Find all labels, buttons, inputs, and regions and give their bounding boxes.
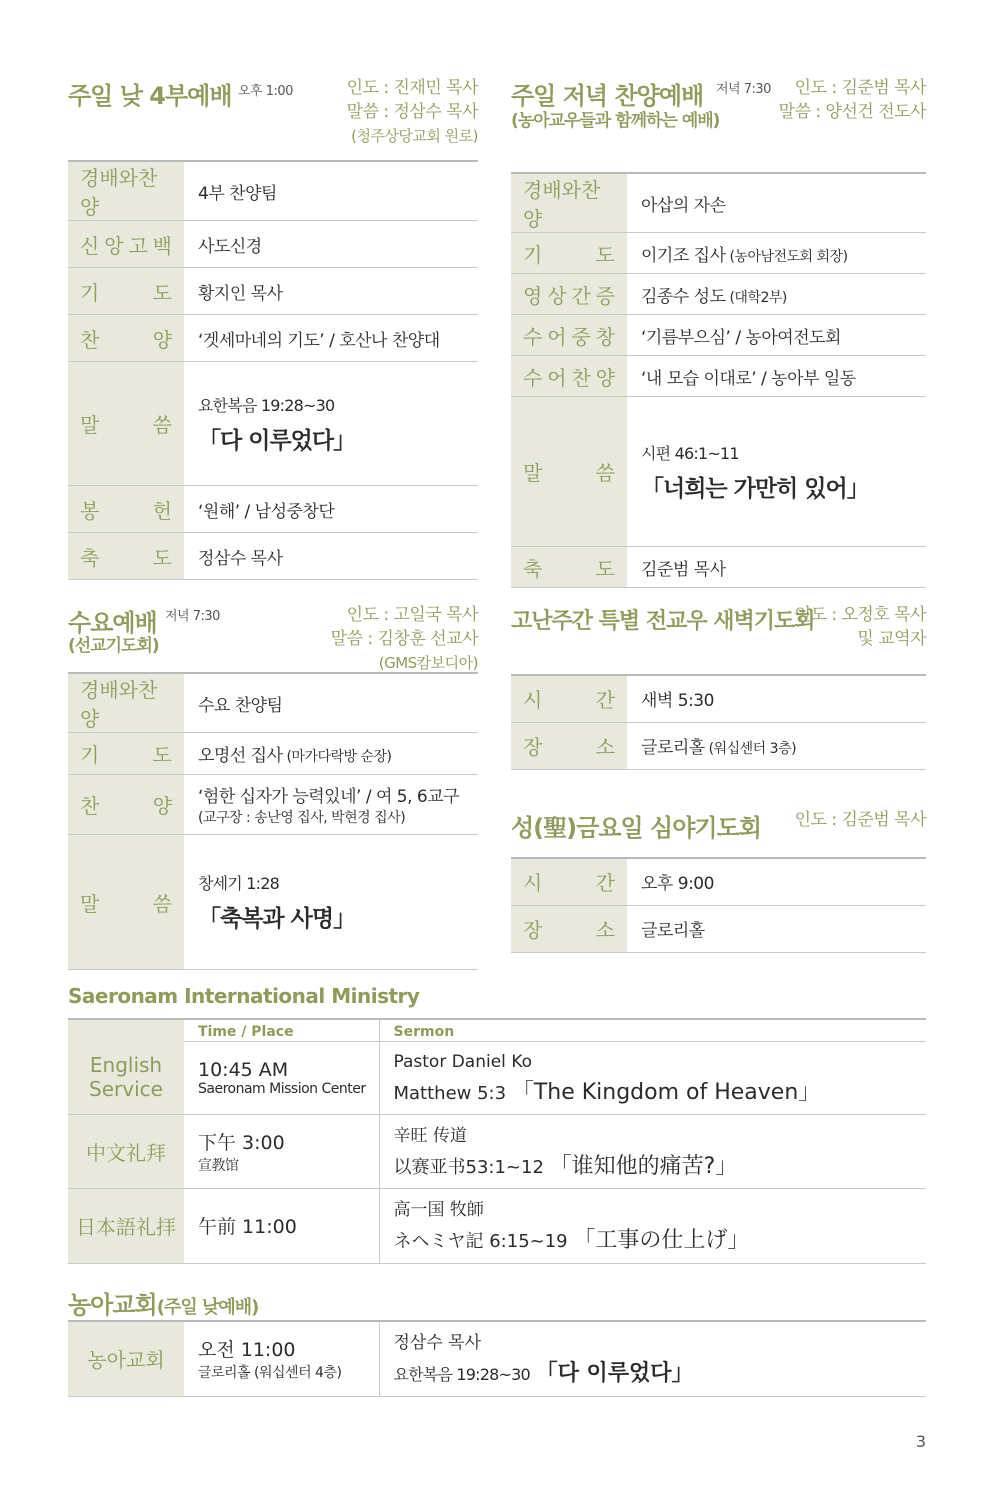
row-label: 영 상 간 증 [511,274,627,315]
row-label: English Service [68,1041,184,1114]
row-value: 수요 찬양팀 [184,673,478,733]
row-label: 日本語礼拝 [68,1188,184,1263]
row-value: 황지인 목사 [184,268,478,315]
table-row [511,233,926,274]
table-row [68,221,478,268]
sermon-cell: 高一国 牧師 ネヘミヤ記 6:15~19 「工事の仕上げ」 [379,1188,926,1263]
time-place: 10:45 AM Saeronam Mission Center [184,1041,379,1114]
row-label: 수 어 찬 양 [511,356,627,397]
table-row [68,1321,926,1396]
table-row [68,362,478,486]
row-label: 시 간 [511,675,627,722]
deaf-title: 농아교회 [68,1291,157,1319]
s5-lead: 인도 : 김준범 목사 [794,810,926,830]
table-header-row [68,1019,926,1041]
row-value [184,775,478,835]
table-row [511,722,926,769]
deaf-table [68,1320,926,1397]
table-row [68,1188,926,1263]
row-label: 축 도 [68,533,184,580]
table-row [68,673,478,733]
row-label: 기 도 [68,268,184,315]
row-value: 사도신경 [184,221,478,268]
s4-leaders [795,603,926,651]
time-place: 下午 3:00 宣教馆 [184,1114,379,1188]
row-label: 기 도 [68,733,184,775]
table-row [68,835,478,970]
row-label: 中文礼拜 [68,1114,184,1188]
row-value: 글로리홀 (워십센터 3층) [627,722,926,769]
row-label: 시 간 [511,858,627,905]
sermon-cell [627,397,926,547]
row-value: 김종수 성도 (대학2부) [627,274,926,315]
table-row [68,268,478,315]
row-label: 신 앙 고 백 [68,221,184,268]
table-row [68,1114,926,1188]
s4-table [511,674,926,770]
table-row [511,274,926,315]
table-row [511,315,926,356]
sermon-cell [184,362,478,486]
sermon-cell [184,835,478,970]
row-value: 4부 찬양팀 [184,161,478,221]
row-label: 말 씀 [68,362,184,486]
row-label: 장 소 [511,905,627,952]
sermon-title: 「축복과 사명」 [198,906,356,932]
table-row [511,858,926,905]
row-label: 경배와찬양 [68,673,184,733]
s2-subtitle: (농아교우들과 함께하는 예배) [511,111,720,131]
s1-leaders [347,76,478,148]
song: ‘험한 십자가 능력있네’ / 여 5, 6교구 [198,787,460,807]
table-row [511,675,926,722]
row-label: 경배와찬양 [68,161,184,221]
row-value: 이기조 집사 (농아남전도회 회장) [627,233,926,274]
scripture: 요한복음 19:28~30 [198,395,335,415]
s3-lead: 인도 : 고일국 목사 [346,605,478,625]
s4-title: 고난주간 특별 전교우 새벽기도회 [511,609,815,634]
s1-preach-note: (청주상당교회 원로) [351,127,478,145]
deaf-title-note: (주일 낮예배) [156,1297,259,1318]
table-row [68,533,478,580]
row-value: ‘원해’ / 남성중창단 [184,486,478,533]
table-row [68,486,478,533]
table-row [68,161,478,221]
s1-preach: 말씀 : 정삼수 목사 [346,102,478,122]
sermon-title: 「다 이루었다」 [198,427,356,454]
s2-preach: 말씀 : 양선건 전도사 [778,102,926,122]
table-row [68,1041,926,1114]
row-label: 장 소 [511,722,627,769]
s3-leaders [331,603,478,675]
s3-time: 저녁 7:30 [165,609,220,624]
s2-leaders [779,76,926,124]
row-value: ‘기름부으심’ / 농아여전도회 [627,315,926,356]
table-row [511,905,926,952]
table-row [68,315,478,362]
row-label: 축 도 [511,547,627,588]
scripture: 시편 46:1~11 [641,443,739,463]
s5-title: 성(聖)금요일 심야기도회 [511,814,761,842]
scripture: 창세기 1:28 [198,874,279,893]
table-row [511,173,926,233]
row-value: 정삼수 목사 [184,533,478,580]
page-number: 3 [915,1432,926,1451]
s1-table [68,160,478,580]
s4-lead: 인도 : 오정호 목사 [794,605,926,625]
row-value: 오후 9:00 [627,858,926,905]
s3-preach: 말씀 : 김창훈 선교사 [330,629,478,649]
s3-table [68,672,478,970]
row-value: 오명선 집사 (마가다락방 순장) [184,733,478,775]
row-label: 봉 헌 [68,486,184,533]
row-value: 김준범 목사 [627,547,926,588]
intl-table [68,1018,926,1264]
s1-time: 오후 1:00 [238,84,293,99]
row-label: 찬 양 [68,775,184,835]
row-value: 아삽의 자손 [627,173,926,233]
s2-time: 저녁 7:30 [716,82,771,97]
row-label: 말 씀 [68,835,184,970]
s2-table [511,172,926,588]
s2-lead: 인도 : 김준범 목사 [794,78,926,98]
row-label: 말 씀 [511,397,627,547]
row-value: 새벽 5:30 [627,675,926,722]
sermon-cell: 辛旺 传道 以赛亚书53:1~12 「谁知他的痛苦?」 [379,1114,926,1188]
row-label: 농아교회 [68,1321,184,1396]
row-label: 기 도 [511,233,627,274]
row-value: 글로리홀 [627,905,926,952]
table-row [511,547,926,588]
time-place: 午前 11:00 [184,1188,379,1263]
s5-table [511,857,926,953]
song-note: (교구장 : 송난영 집사, 박현경 집사) [198,810,406,826]
time-place: 오전 11:00 글로리홀 (워십센터 4층) [184,1321,379,1396]
table-row [511,356,926,397]
row-label: 수 어 중 창 [511,315,627,356]
s4-lead2: 및 교역자 [857,629,926,649]
row-label: 경배와찬양 [511,173,627,233]
row-label: 찬 양 [68,315,184,362]
s3-subtitle: (선교기도회) [68,636,159,656]
intl-title: Saeronam International Ministry [68,984,420,1008]
row-value: ‘겟세마네의 기도’ / 호산나 찬양대 [184,315,478,362]
s2-title: 주일 저녁 찬양예배 [511,82,704,110]
s1-title: 주일 낮 4부예배 [68,82,232,110]
s1-lead: 인도 : 진재민 목사 [346,78,478,98]
deaf-heading [68,1285,258,1320]
col-time-place: Time / Place [198,1023,294,1040]
sermon-title: 「너희는 가만히 있어」 [641,475,869,502]
sermon-cell: Pastor Daniel Ko Matthew 5:3 「The Kingdom of Heaven」 [379,1041,926,1114]
row-value: ‘내 모습 이대로’ / 농아부 일동 [627,356,926,397]
sermon-cell: 정삼수 목사 요한복음 19:28~30 「다 이루었다」 [379,1321,926,1396]
table-row [511,397,926,547]
s3-title: 수요예배 [68,609,157,637]
col-sermon: Sermon [393,1023,455,1040]
s3-preach-note: (GMS캄보디아) [378,654,478,672]
table-row [68,733,478,775]
table-row [68,775,478,835]
